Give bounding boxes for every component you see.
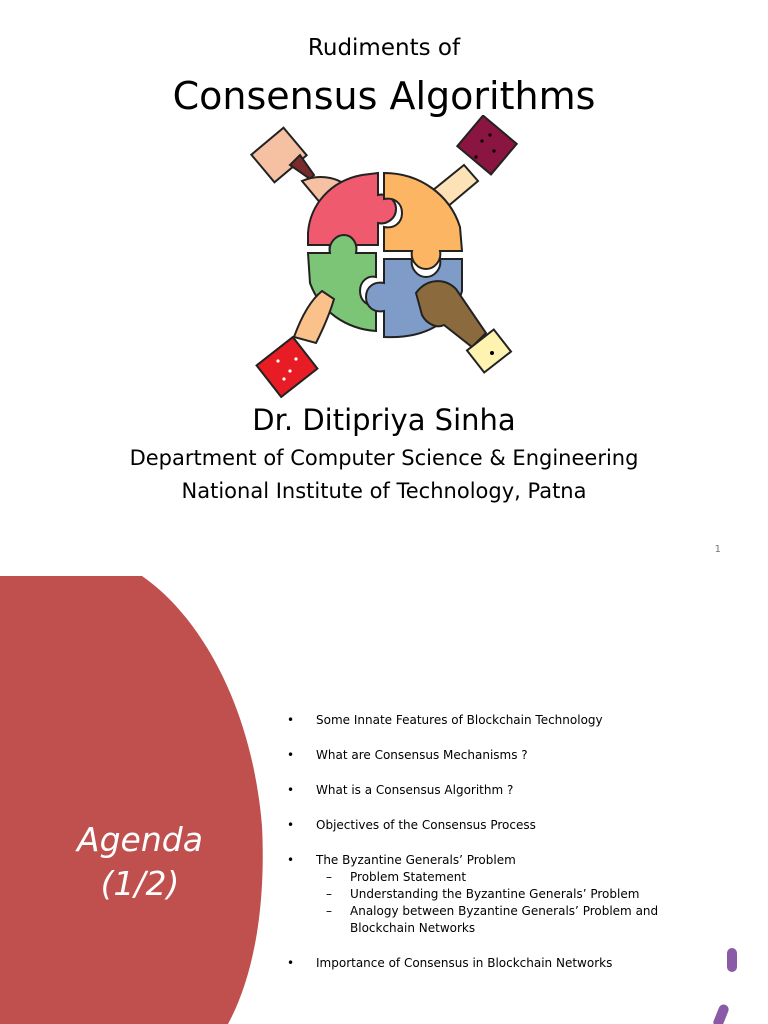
list-item-text: Some Innate Features of Blockchain Technology <box>316 713 603 727</box>
agenda-title-line2: (1/2) <box>100 864 180 903</box>
list-item <box>284 817 724 834</box>
sub-list-item-text: Problem Statement <box>350 870 467 884</box>
sub-list-item <box>316 903 724 937</box>
author-name: Dr. Ditipriya Sinha <box>252 403 516 437</box>
hands-puzzle-icon <box>250 115 520 400</box>
dash: – <box>326 870 332 884</box>
department-name: Department of Computer Science & Engineering <box>129 446 639 470</box>
list-item <box>284 782 724 799</box>
sub-list-item-text: Analogy between Byzantine Generals’ Problem and Blockchain Networks <box>350 904 659 935</box>
bullet: • <box>287 818 295 832</box>
hand-bottom-left <box>257 291 334 397</box>
slide-title: Consensus Algorithms <box>172 74 596 118</box>
bullet: • <box>287 853 295 867</box>
agenda-title-line1: Agenda <box>77 820 203 859</box>
dash: – <box>326 887 332 901</box>
list-item-text: Importance of Consensus in Blockchain Networks <box>316 956 613 970</box>
list-item-text: The Byzantine Generals’ Problem <box>316 853 516 867</box>
bullet: • <box>287 748 295 762</box>
list-item <box>284 852 724 937</box>
agenda-slide <box>0 576 768 1024</box>
bullet: • <box>287 956 295 970</box>
list-item-text: Objectives of the Consensus Process <box>316 818 536 832</box>
list-item <box>284 747 724 764</box>
accent-mark <box>727 948 737 972</box>
bullet: • <box>287 713 295 727</box>
page-number: 1 <box>714 544 721 555</box>
list-item <box>284 712 724 729</box>
sub-list-item-text: Understanding the Byzantine Generals’ Problem <box>350 887 640 901</box>
list-item-text: What is a Consensus Algorithm ? <box>316 783 514 797</box>
agenda-title <box>40 818 240 906</box>
list-item-text: What are Consensus Mechanisms ? <box>316 748 528 762</box>
agenda-list <box>284 712 724 972</box>
bullet: • <box>287 783 295 797</box>
sub-list-item <box>316 886 724 903</box>
sub-list-item <box>316 869 724 886</box>
institute-name: National Institute of Technology, Patna <box>181 479 587 503</box>
sub-list <box>316 869 724 937</box>
dash: – <box>326 904 332 918</box>
list-item <box>284 955 724 972</box>
slide-subtitle: Rudiments of <box>307 35 461 61</box>
